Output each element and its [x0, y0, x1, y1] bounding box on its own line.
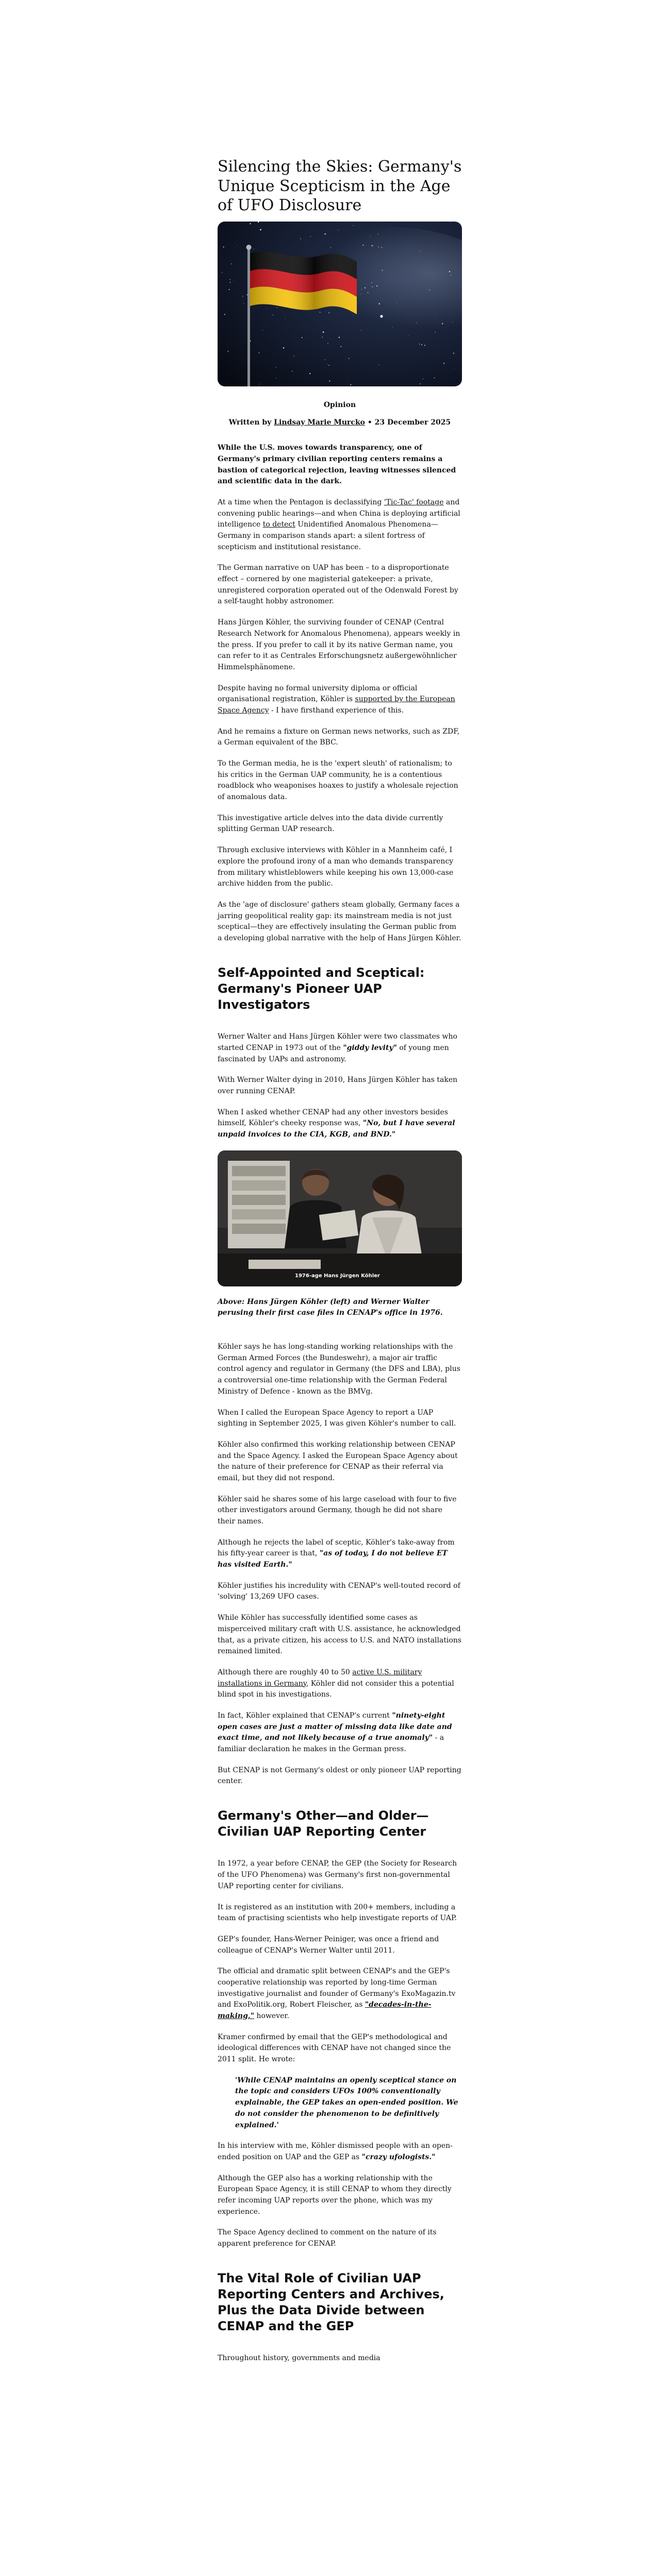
star — [443, 363, 444, 364]
star — [416, 322, 417, 323]
author-link[interactable]: Lindsay Marie Murcko — [274, 418, 365, 427]
paragraph: Köhler said he shares some of his large caseload with four to five other investigators around Germany, though he did not share their names. — [218, 1495, 457, 1526]
star — [394, 274, 395, 275]
article — [218, 157, 462, 2374]
paragraph: While Köhler has successfully identified some cases as misperceived military craft with U.S. assistance, he acknowledged that, as a private citizen, his access to U.S. and NATO installations remained limited. — [218, 1614, 462, 1656]
paragraph: And he remains a fixture on German news networks, such as ZDF, a German equivalent of the BBC. — [218, 727, 460, 747]
star — [424, 345, 425, 346]
paragraph: Köhler says he has long-standing working relationships with the German Armed Forces (the Bundeswehr), a major air traffic control agency and regulator in Germany (the DFS and LBA), plus a controversial one-time relationship with the German Federal Ministry of Defence - known as the BMVg. — [218, 1343, 460, 1396]
paragraph: Köhler justifies his incredulity with CENAP's well-touted record of 'solving' 13,269 UFO cases. — [218, 1581, 460, 1601]
paragraph — [218, 683, 462, 717]
paragraph: GEP's founder, Hans-Werner Peiniger, was once a friend and colleague of CENAP's Werner Walter until 2011. — [218, 1935, 439, 1955]
star — [382, 247, 383, 248]
star — [420, 250, 421, 251]
star — [452, 321, 453, 322]
star — [382, 269, 383, 270]
paragraph: The German narrative on UAP has been – to a disproportionate effect – cornered by one magisterial gatekeeper: a private, unregistered corporation operated out of the Odenwald Forest by a self-taught hobby astronomer. — [218, 564, 458, 606]
paragraph: This investigative article delves into the data divide currently splitting German UAP research. — [218, 814, 443, 834]
article-title: Silencing the Skies: Germany's Unique Scepticism in the Age of UFO Disclosure — [218, 158, 462, 214]
paragraph: Through exclusive interviews with Köhler in a Mannheim café, I explore the profound irony of a man who demands transparency from military whistleblowers while keeping his own 13,000-case archive hidden from the public. — [218, 846, 454, 888]
quote-emphasis: "giddy levity" — [343, 1043, 397, 1052]
star — [243, 303, 244, 304]
paragraph-text: Despite having no formal university diploma or official organisational registration, Köhler is — [218, 684, 418, 704]
paragraph-text: however. — [254, 2012, 290, 2020]
star — [449, 270, 451, 272]
star — [420, 383, 421, 384]
paragraph-text: At a time when the Pentagon is declassifying — [218, 498, 384, 506]
star — [293, 355, 294, 357]
star — [236, 366, 237, 367]
paragraph-text: Werner Walter and Hans Jürgen Köhler were two classmates who started CENAP in 1973 out of the — [218, 1032, 457, 1052]
star — [285, 317, 286, 318]
star — [227, 350, 229, 352]
star — [242, 295, 243, 296]
byline-prefix: Written by — [228, 418, 274, 427]
paragraph-text: and convening public hearings—and when China is deploying artificial intelligence — [218, 498, 460, 529]
paragraph-text: - I have firsthand experience of this. — [269, 706, 404, 715]
paragraph — [218, 1107, 462, 1141]
star — [250, 223, 251, 224]
star — [328, 365, 329, 366]
star — [300, 238, 301, 239]
star — [330, 247, 331, 248]
star — [260, 229, 261, 230]
star — [320, 312, 321, 313]
paragraph: In 1972, a year before CENAP, the GEP (the Society for Research of the UFO Phenomena) was Germany's first non-governmental UAP reporting center for civilians. — [218, 1859, 457, 1890]
quote-emphasis: "as of today, I do not believe ET has visited Earth." — [218, 1549, 448, 1569]
star — [372, 245, 373, 246]
esa-support-link[interactable]: supported by the European Space Agency — [218, 695, 455, 715]
star — [310, 236, 311, 237]
star — [419, 343, 420, 344]
star — [262, 329, 263, 330]
star — [378, 364, 379, 365]
article-category: Opinion — [323, 400, 356, 409]
paragraph: Although the GEP also has a working relationship with the European Space Agency, it is still CENAP to whom they directly refer incoming UAP reports over the phone, which was my experience. — [218, 2174, 452, 2216]
star — [272, 314, 273, 315]
star — [231, 263, 232, 264]
star — [378, 233, 379, 234]
star — [378, 246, 379, 247]
star — [368, 292, 369, 293]
paragraph: Köhler also confirmed this working relationship between CENAP and the Space Agency. I asked the European Space Agency about the nature of their preference for CENAP as their referral via email, but they did not respond. — [218, 1440, 458, 1482]
paragraph: Throughout history, governments and media — [218, 2354, 380, 2363]
paragraph: With Werner Walter dying in 2010, Hans Jürgen Köhler has taken over running CENAP. — [218, 1076, 458, 1095]
star — [283, 347, 284, 348]
star — [275, 367, 276, 368]
star — [392, 326, 393, 327]
paragraph: But CENAP is not Germany's oldest or only pioneer UAP reporting center. — [218, 1766, 461, 1786]
paragraph — [218, 1537, 462, 1571]
star — [324, 359, 325, 360]
star — [350, 384, 351, 385]
paragraph-text: Although there are roughly 40 to 50 — [218, 1668, 353, 1676]
star — [222, 272, 223, 273]
paragraph-text: In fact, Köhler explained that CENAP's current — [218, 1711, 392, 1720]
lead-paragraph: While the U.S. moves towards transparency, one of Germany's primary civilian reporting centers remains a bastion of categorical rejection, leaving witnesses silenced and scientific data in the dark. — [218, 444, 456, 486]
section-heading-pioneers: Self-Appointed and Sceptical: Germany's Pioneer UAP Investigators — [218, 965, 425, 1012]
decades-in-the-making-link[interactable]: "decades-in-the-making," — [218, 2001, 432, 2020]
star — [259, 352, 260, 353]
paragraph: Hans Jürgen Köhler, the surviving founder of CENAP (Central Research Network for Anomalous Phenomena), appears weekly in the press. If you prefer to call it by its native German name, you can refer to it as Centrales Erforschungsnetz außergewöhnlicher Himmelsphänomene. — [218, 618, 460, 671]
paragraph: When I called the European Space Agency to report a UAP sighting in September 2025, I was given Köhler's number to call. — [218, 1408, 456, 1428]
tic-tac-footage-link[interactable]: 'Tic-Tac' footage — [384, 498, 444, 506]
star — [376, 285, 377, 286]
star — [259, 383, 260, 384]
photo-caption: Above: Hans Jürgen Köhler (left) and Werner Walter perusing their first case files in CENAP's office in 1976. — [218, 1297, 443, 1317]
star — [348, 358, 349, 359]
star — [218, 382, 219, 383]
star — [379, 303, 380, 304]
paragraph — [218, 497, 462, 553]
star — [329, 380, 330, 382]
star — [229, 289, 230, 290]
paragraph: It is registered as an institution with 200+ members, including a team of practising scientists who help investigate reports of UAP. — [218, 1903, 457, 1923]
paragraph — [218, 1966, 462, 2022]
star — [309, 373, 310, 374]
paragraph: As the 'age of disclosure' gathers steam globally, Germany faces a jarring geopolitical reality gap: its mainstream media is not just sceptical—they are effectively insulating the German public from a developing global narrative with the help of Hans Jürgen Köhler. — [218, 900, 461, 942]
paragraph: Kramer confirmed by email that the GEP's methodological and ideological differences with CENAP have not changed since the 2011 split. He wrote: — [218, 2032, 451, 2064]
star — [365, 287, 366, 288]
star — [224, 314, 225, 315]
quote-emphasis: "ninety-eight open cases are just a matter of missing data like date and exact time, and not likely because of a true anomaly" — [218, 1711, 452, 1742]
paragraph-text: When I asked whether CENAP had any other investors besides himself, Köhler's cheeky response was, — [218, 1108, 448, 1128]
hero-flag-illustration — [218, 222, 462, 386]
quote-emphasis: "crazy ufologists." — [361, 2153, 436, 2161]
archive-photo-illustration — [218, 1150, 462, 1286]
star — [434, 377, 435, 378]
to-detect-link[interactable]: to detect — [262, 520, 295, 529]
paragraph: To the German media, he is the 'expert sleuth' of rationalism; to his critics in the German UAP community, he is a contentious roadblock who weaponises hoaxes to justify a wholesale rejection of anomalous data. — [218, 759, 458, 802]
military-installations-link[interactable]: active U.S. military installations in Germany — [218, 1668, 422, 1688]
star — [372, 286, 373, 287]
star — [223, 246, 224, 247]
byline — [218, 417, 462, 429]
star — [230, 282, 231, 283]
paragraph-text: Unidentified Anomalous Phenomena—Germany in comparison stands apart: a silent fortress of scepticism and institutional resistance. — [218, 520, 438, 551]
paragraph — [218, 1667, 462, 1701]
star — [292, 370, 293, 371]
star — [266, 308, 267, 309]
paragraph — [218, 1031, 462, 1065]
star — [340, 346, 341, 347]
quote-emphasis: "No, but I have several unpaid invoices to the CIA, KGB, and BND." — [218, 1119, 455, 1139]
section-heading-data-divide: The Vital Role of Civilian UAP Reporting Centers and Archives, Plus the Data Divide between CENAP and the GEP — [218, 2270, 444, 2334]
gep-quote: 'While CENAP maintains an openly sceptical stance on the topic and considers UFOs 100% conventionally explainable, the GEP takes an open-ended position. We do not consider the phenomenon to be definitively explained.' — [235, 2076, 458, 2129]
star — [421, 344, 422, 345]
star — [413, 289, 414, 290]
photo-label: 1976-age Hans Jürgen Köhler — [295, 1273, 380, 1279]
bright-star — [380, 315, 383, 317]
star — [324, 233, 326, 234]
paragraph — [218, 1710, 462, 1755]
section-heading-gep: Germany's Other—and Older—Civilian UAP Reporting Center — [218, 1808, 429, 1839]
star — [453, 352, 455, 354]
paragraph — [218, 2141, 462, 2163]
star — [322, 336, 323, 337]
star — [362, 244, 363, 245]
hero-image — [218, 222, 462, 386]
star — [328, 312, 330, 313]
paragraph-text: The official and dramatic split between CENAP's and the GEP's cooperative relationship was reported by long-time German investigative journalist and founder of Germany's ExoMagazin.tv and ExoPolitik.org, Robert Fleischer, as — [218, 1967, 456, 2009]
paragraph-text: of young men fascinated by UAPs and astronomy. — [218, 1043, 449, 1063]
star — [451, 275, 452, 276]
paragraph-text: , Köhler did not consider this a potential blind spot in his investigations. — [218, 1679, 454, 1699]
star — [276, 307, 277, 308]
star — [327, 363, 328, 364]
paragraph-text: Although he rejects the label of sceptic, Köhler's take-away from his fifty-year career is that, — [218, 1538, 455, 1558]
byline-date: • 23 December 2025 — [365, 418, 451, 427]
star — [302, 337, 303, 338]
star — [323, 331, 324, 333]
paragraph-text: - a familiar declaration he makes in the German press. — [218, 1734, 444, 1753]
star — [442, 323, 443, 324]
archive-photo — [218, 1150, 462, 1286]
star — [339, 336, 340, 337]
paragraph: The Space Agency declined to comment on the nature of its apparent preference for CENAP. — [218, 2228, 437, 2248]
paragraph-text: In his interview with me, Köhler dismissed people with an open-ended position on UAP and the GEP as — [218, 2142, 453, 2161]
star — [360, 330, 361, 331]
